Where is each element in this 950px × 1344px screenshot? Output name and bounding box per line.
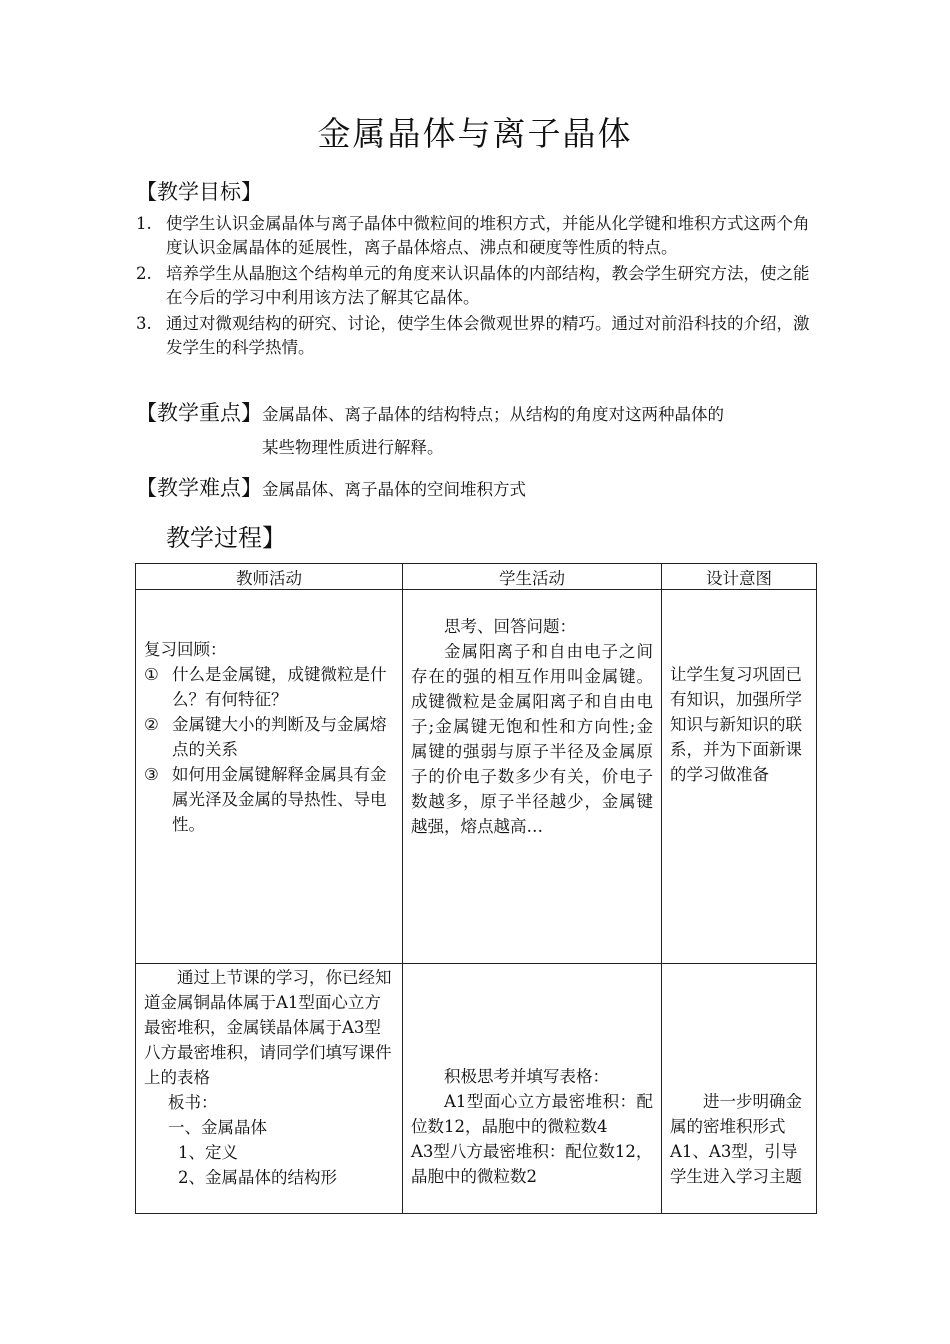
objective-number: 1.: [136, 214, 152, 233]
teacher-cell: [136, 590, 403, 964]
student-a3: A3型八方最密堆积：配位数12，晶胞中的微粒数2: [411, 1142, 653, 1186]
objectives-heading: 【教学目标】: [136, 180, 262, 204]
header-design: 设计意图: [662, 564, 817, 590]
design-intent: 让学生复习巩固已有知识，加强所学知识与新知识的联系，并为下面新课的学习做准备: [670, 665, 802, 784]
table-header-row: [136, 564, 817, 590]
board-line: 1、定义: [178, 1143, 238, 1162]
table-row: [136, 590, 817, 964]
design-intent: 进一步明确金属的密堆积形式A1、A3型，引导学生进入学习主题: [670, 1092, 802, 1186]
student-a1: A1型面心立方最密堆积：配位数12，晶胞中的微粒数4: [411, 1092, 653, 1136]
objective-item: [136, 212, 816, 260]
student-heading: 思考、回答问题：: [444, 617, 576, 636]
header-student: 学生活动: [403, 564, 662, 590]
teaching-process-table: [135, 563, 817, 1214]
objective-item: [136, 312, 816, 360]
student-cell: [403, 964, 662, 1214]
review-intro: 复习回顾：: [144, 640, 227, 659]
process-heading: 教学过程】: [166, 524, 286, 552]
board-line: 一、金属晶体: [168, 1118, 267, 1137]
header-teacher: 教师活动: [136, 564, 403, 590]
difficulties: [136, 472, 526, 502]
design-cell: [662, 590, 817, 964]
objective-item: [136, 262, 816, 310]
review-item: ② 金属键大小的判断及与金属熔点的关系: [144, 715, 387, 759]
student-heading: 积极思考并填写表格：: [444, 1067, 609, 1086]
board-line: 板书：: [168, 1093, 218, 1112]
student-cell: [403, 590, 662, 964]
key-points-label: 【教学重点】: [136, 401, 262, 425]
student-answer: 金属阳离子和自由电子之间存在的强的相互作用叫金属键。成键微粒是金属阳离子和自由电子;金属键无饱和性和方向性;金属键的强弱与原子半径及金属原子的价电子数多少有关，价电子数越多，原子半径越少，金属键越强，熔点越高…: [411, 642, 653, 836]
difficulties-text: 金属晶体、离子晶体的空间堆积方式: [262, 480, 526, 499]
teacher-cell: [136, 964, 403, 1214]
review-item: ① 什么是金属键，成键微粒是什么？有何特征？: [144, 665, 387, 709]
document-title: 金属晶体与离子晶体: [317, 114, 633, 153]
review-item: ③ 如何用金属键解释金属具有金属光泽及金属的导热性、导电性。: [144, 765, 387, 834]
difficulties-label: 【教学难点】: [136, 476, 262, 500]
key-points: [136, 397, 724, 427]
objective-text: 培养学生从晶胞这个结构单元的角度来认识晶体的内部结构，教会学生研究方法，使之能在今后的学习中利用该方法了解其它晶体。: [166, 264, 810, 307]
table-row: [136, 964, 817, 1214]
key-points-continuation: 某些物理性质进行解释。: [262, 438, 444, 457]
key-points-text: 金属晶体、离子晶体的结构特点；从结构的角度对这两种晶体的: [262, 405, 724, 424]
objective-text: 使学生认识金属晶体与离子晶体中微粒间的堆积方式，并能从化学键和堆积方式这两个角度认识金属晶体的延展性，离子晶体熔点、沸点和硬度等性质的特点。: [166, 214, 810, 257]
objective-number: 3.: [136, 314, 152, 333]
objective-text: 通过对微观结构的研究、讨论，使学生体会微观世界的精巧。通过对前沿科技的介绍，激发学生的科学热情。: [166, 314, 810, 357]
design-cell: [662, 964, 817, 1214]
objective-number: 2.: [136, 264, 152, 283]
objectives-list: [136, 212, 816, 362]
board-line: 2、金属晶体的结构形: [178, 1168, 337, 1187]
teacher-paragraph: 通过上节课的学习，你已经知道金属铜晶体属于A1型面心立方最密堆积，金属镁晶体属于A3型八方最密堆积，请同学们填写课件上的表格: [144, 968, 392, 1087]
